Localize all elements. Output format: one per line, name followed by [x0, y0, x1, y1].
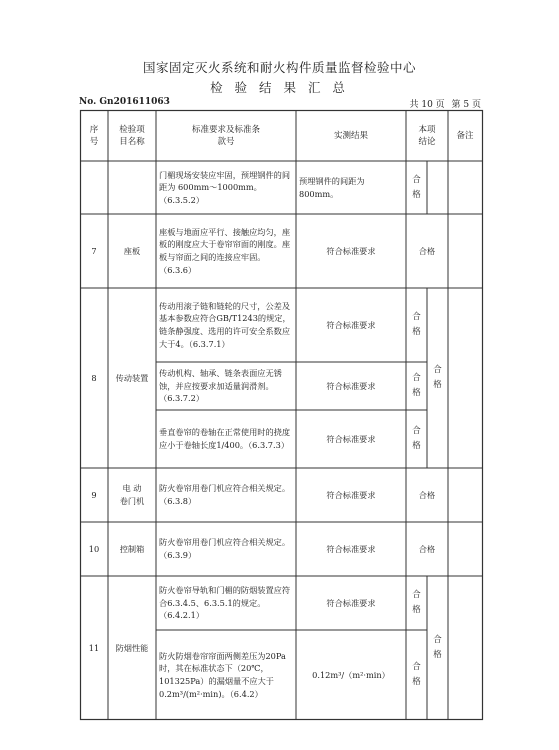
- sub-conclusion-cell: 合格: [412, 373, 421, 398]
- header-seq: 序号: [89, 124, 99, 147]
- result-cell: 符合标准要求: [326, 543, 376, 554]
- sub-conclusion-cell: 合格: [412, 662, 421, 687]
- seq-cell: 7: [91, 245, 97, 256]
- result-cell: 符合标准要求: [326, 245, 376, 256]
- result-cell: 符合标准要求: [326, 319, 376, 330]
- result-cell: 符合标准要求: [326, 489, 376, 500]
- item-name-cell: 座板: [123, 245, 141, 256]
- conclusion-cell: 合格: [418, 245, 436, 256]
- seq-cell: 11: [88, 642, 100, 653]
- conclusion-cell: 合格: [433, 635, 442, 660]
- header-item: 检验项目名称: [119, 124, 145, 147]
- result-cell: 预埋钢件的间距为800mm。: [299, 175, 365, 199]
- total-pages: 共 10 页: [409, 100, 445, 110]
- seq-cell: 10: [88, 543, 100, 554]
- page-number: 第 5 页: [451, 100, 481, 110]
- requirement-cell: 防火卷帘用卷门机应符合相关规定。（6.3.8）: [159, 483, 291, 506]
- sub-conclusion-cell: 合格: [412, 174, 421, 200]
- item-name-cell: 传动装置: [115, 372, 149, 383]
- result-cell: 0.12m³/（m²·min）: [312, 669, 390, 680]
- header-standard: 标准要求及标准条款号: [191, 124, 260, 147]
- header-remark: 备注: [456, 130, 474, 141]
- requirement-cell: 座板与地面应平行、接触应均匀，座板的刚度应大于卷帘帘面的刚度。座板与帘面之间的连接应牢固。（6.3.6）: [159, 226, 291, 275]
- report-number: No. Gn201611063: [79, 97, 170, 107]
- result-cell: 符合标准要求: [326, 433, 376, 444]
- sub-conclusion-cell: 合格: [412, 590, 421, 615]
- seq-cell: 8: [91, 372, 97, 383]
- requirement-cell: 传动用滚子链和链轮的尺寸，公差及基本参数应符合GB/T1243的规定，链条静强度、选用的许可安全系数应大于4。（6.3.7.1）: [159, 300, 291, 349]
- conclusion-cell: 合格: [418, 489, 436, 500]
- report-title: 国家固定灭火系统和耐火构件质量监督检验中心: [142, 60, 416, 75]
- requirement-cell: 防火防烟卷帘帘面两侧差压为20Pa时，其在标准状态下（20℃，101325Pa）的漏烟量不应大于0.2m³/(m²·min)。（6.4.2）: [159, 650, 286, 699]
- result-cell: 符合标准要求: [326, 380, 376, 391]
- conclusion-cell: 合格: [433, 365, 442, 390]
- sub-conclusion-cell: 合格: [412, 426, 421, 451]
- header-conclusion: 本项结论: [418, 124, 436, 147]
- requirement-cell: 防火卷帘导轨和门楣的防烟装置应符合6.3.4.5、6.3.5.1的规定。（6.4.2.1）: [159, 585, 291, 621]
- requirement-cell: 垂直卷帘的卷轴在正常使用时的挠度应小于卷轴长度1/400。（6.3.7.3）: [159, 427, 291, 450]
- requirement-cell: 门楣现场安装应牢固，预埋钢件的间距为 600mm～1000mm。（6.3.5.2）: [159, 169, 291, 205]
- conclusion-cell: 合格: [418, 543, 436, 554]
- item-name-cell: 控制箱: [119, 543, 145, 554]
- result-cell: 符合标准要求: [326, 597, 376, 608]
- requirement-cell: 防火卷帘用卷门机应符合相关规定。（6.3.9）: [159, 537, 291, 560]
- item-name-cell: 电 动 卷门机: [119, 483, 145, 506]
- report-subtitle: 检 验 结 果 汇 总: [210, 80, 349, 95]
- sub-conclusion-cell: 合格: [412, 312, 421, 337]
- requirement-cell: 传动机构、轴承、链条表面应无锈蚀，并应按要求加适量润滑剂。（6.3.7.2）: [159, 368, 282, 404]
- header-result: 实测结果: [333, 130, 368, 141]
- seq-cell: 9: [91, 489, 97, 500]
- item-name-cell: 防烟性能: [115, 642, 149, 653]
